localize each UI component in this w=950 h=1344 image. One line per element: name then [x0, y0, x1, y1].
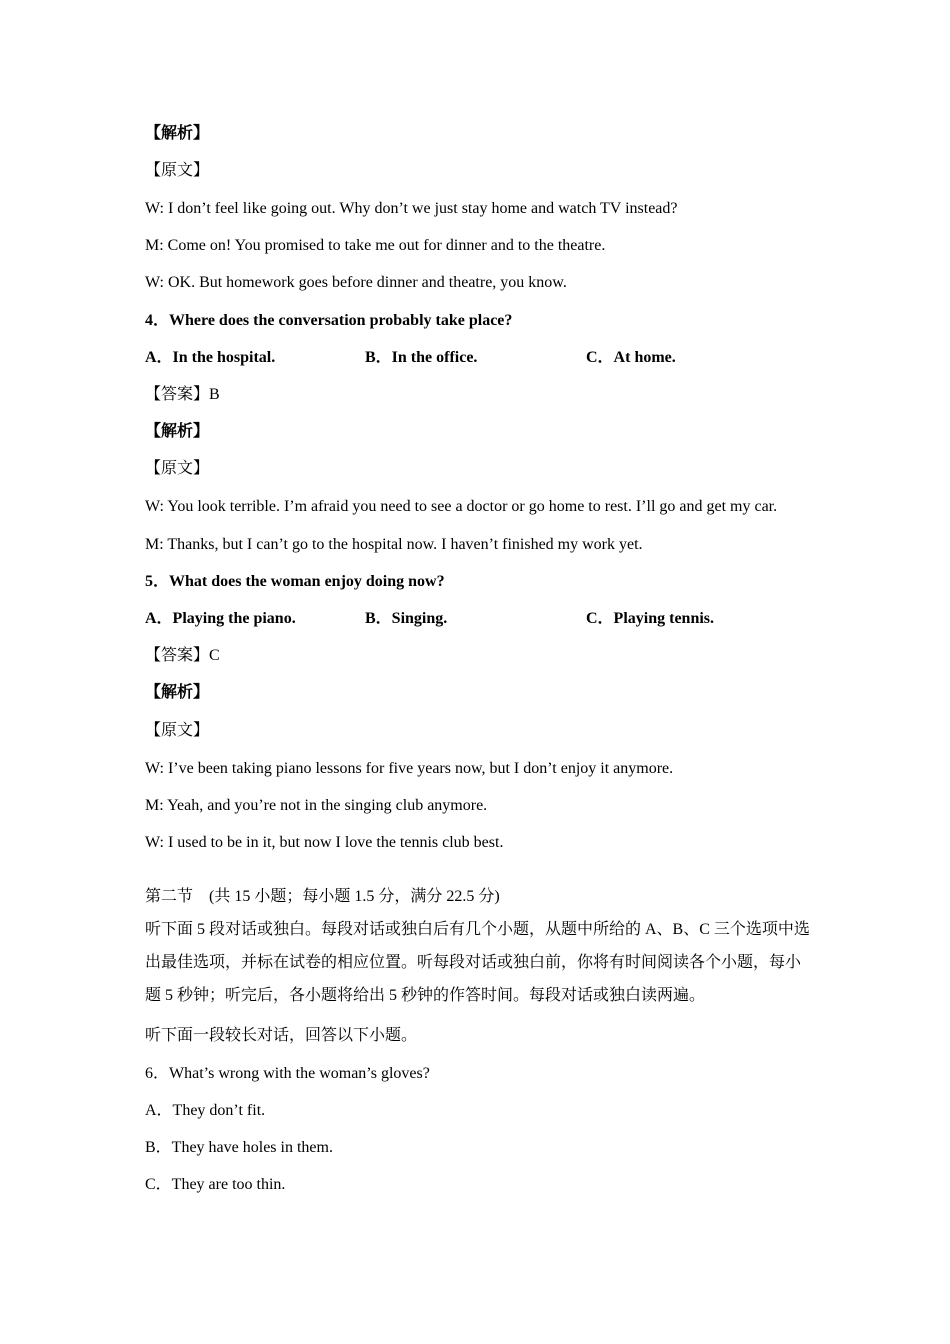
q5-option-b: B．Singing. [365, 610, 448, 627]
transcript-line: W: I’ve been taking piano lessons for five years now, but I don’t enjoy it anymore. [145, 760, 674, 777]
q5-option-c: C．Playing tennis. [586, 610, 715, 627]
question-6: 6．What’s wrong with the woman’s gloves? [145, 1065, 430, 1082]
answer-line: 【答案】B [145, 386, 220, 403]
analysis-label: 【解析】 [145, 125, 210, 142]
transcript-line: W: You look terrible. I’m afraid you need to see a doctor or go home to rest. I’ll go and get my car. [145, 498, 778, 515]
analysis-label: 【解析】 [145, 423, 210, 440]
q6-option-c: C．They are too thin. [145, 1176, 286, 1193]
q4-option-c: C．At home. [586, 349, 676, 366]
transcript-label: 【原文】 [145, 162, 210, 179]
transcript-line: M: Thanks, but I can’t go to the hospital now. I haven’t finished my work yet. [145, 536, 643, 553]
question-5: 5．What does the woman enjoy doing now? [145, 573, 445, 590]
transcript-line: W: I used to be in it, but now I love the tennis club best. [145, 834, 504, 851]
transcript-line: M: Come on! You promised to take me out for dinner and to the theatre. [145, 237, 606, 254]
q4-option-a: A．In the hospital. [145, 349, 276, 366]
section-intro: 听下面一段较长对话，回答以下小题。 [145, 1027, 418, 1044]
transcript-label: 【原文】 [145, 722, 210, 739]
q6-option-a: A．They don’t fit. [145, 1102, 266, 1119]
section-instructions: 听下面 5 段对话或独白。每段对话或独白后有几个小题，从题中所给的 A、B、C 三个选项中选出最佳选项，并标在试卷的相应位置。听每段对话或独白前，你将有时间阅读各个小题，每小题 5 秒钟；听完后，各小题将给出 5 秒钟的作答时间。每段对话或独白读两遍。 [145, 921, 810, 1004]
section-heading: 第二节 (共 15 小题；每小题 1.5 分，满分 22.5 分) [145, 888, 500, 905]
analysis-label: 【解析】 [145, 684, 210, 701]
transcript-line: W: I don’t feel like going out. Why don’t we just stay home and watch TV instead? [145, 200, 678, 217]
q6-option-b: B．They have holes in them. [145, 1139, 333, 1156]
answer-line: 【答案】C [145, 647, 220, 664]
transcript-line: W: OK. But homework goes before dinner and theatre, you know. [145, 274, 567, 291]
q4-option-b: B．In the office. [365, 349, 478, 366]
question-4: 4．Where does the conversation probably take place? [145, 312, 513, 329]
transcript-label: 【原文】 [145, 460, 210, 477]
q5-option-a: A．Playing the piano. [145, 610, 296, 627]
transcript-line: M: Yeah, and you’re not in the singing club anymore. [145, 797, 488, 814]
